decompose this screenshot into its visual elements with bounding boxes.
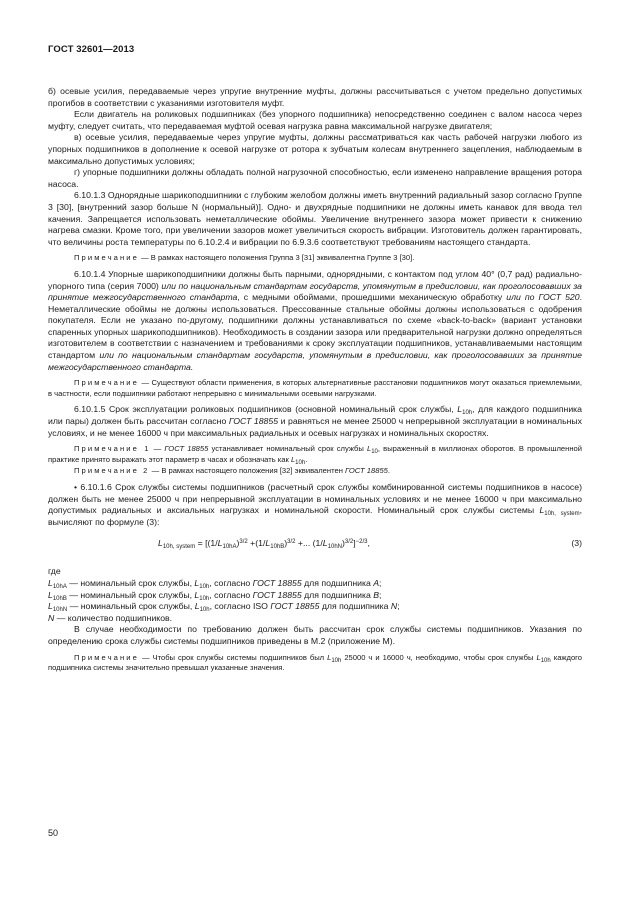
note-4: Примечание 2 — В рамках настоящего положения [32] эквивалентен ГОСТ 18855. — [74, 466, 391, 476]
note-label: Примечание — [74, 253, 139, 263]
paragraph-roller-bearings: Если двигатель на роликовых подшипниках (без упорного подшипника) непосредственно соединен с валом насоса через муфту, следует считать, что передаваемая муфтой осевая нагрузка равна максимальной нагрузке двигателя; — [48, 109, 582, 131]
legend-row-n: $L_{10hN}$ — номинальный срок службы, $L_{10h}$, согласно ISO ГОСТ 18855 для подшипника N; — [48, 601, 400, 614]
note-label: Примечание — [74, 652, 139, 662]
paragraph-b: б) осевые усилия, передаваемые через упругие внутренние муфты, должны рассчитываться с учетом предельно допустимых прогибов в соответствии с указаниями изготовителя муфт. — [48, 86, 582, 108]
paragraph-system-life: В случае необходимости по требованию должен быть рассчитан срок службы системы подшипников. Указания по определению срока службы системы подшипников приведены в М.2 (приложение М). — [48, 624, 582, 646]
note-label: Примечание 1 — [74, 444, 151, 454]
legend-row-b: $L_{10hB}$ — номинальный срок службы, $L_{10h}$, согласно ГОСТ 18855 для подшипника B; — [48, 589, 382, 602]
page-number: 50 — [48, 828, 59, 838]
where-label: где — [48, 566, 61, 577]
note-1: Примечание — В рамках настоящего положения Группа 3 [31] эквивалентна Группе 3 [30]. — [74, 253, 415, 263]
page-header: ГОСТ 32601—2013 — [48, 44, 135, 55]
formula-3 — [48, 534, 582, 556]
formula-number: (3) — [571, 538, 582, 549]
paragraph-v: в) осевые усилия, передаваемые через упругие муфты, должны рассматриваться как часть рабочей нагрузки любого из упорных подшипников в дополнение к осевой нагрузке от ротора к зубчатым колесам внутреннего зацепления, наблюдаемым в максимально допустимых условиях; — [48, 132, 582, 166]
legend-row-count: N — количество подшипников. — [48, 612, 173, 623]
paragraph-6-10-1-4: 6.10.1.4 Упорные шарикоподшипники должны быть парными, однорядными, с контактом под углом 40° (0,7 рад) радиально-упорного типа (серия 7000) или по национальным стандартам государств, упомянутым в предисловии, как проголосовавших за принятие межгосударственного стандарта, с медными обоймами, прошедшими механическую обработку или по ГОСТ 520. Неметаллические обоймы не должны использоваться. Прессованные стальные обоймы должны использоваться с одобрения покупателя. Если не указано по-другому, подшипники должны устанавливаться по схеме «back-to-back» (вариант установки спаренных упорных шарикоподшипников). Необходимость в создании зазора или предварительной нагрузки должно определяться изготовителем в соответствии с назначением и требованиями к сроку эксплуатации подшипников, устанавливаемыми настоящим стандартом или по национальным стандартам государств, упомянутым в предисловии, как проголосовавших за принятие межгосударственного стандарта. — [48, 268, 583, 372]
note-label: Примечание 2 — [74, 466, 150, 476]
paragraph-6-10-1-3: 6.10.1.3 Однорядные шарикоподшипники с глубоким желобом должны иметь внутренний радиальный зазор согласно Группе 3 [30], [внутренний зазор больше N (нормальный)]. Одно- и двухрядные подшипники не должны иметь канавок для ввода тел качения. Запрещается использовать неметаллические обоймы. Увеличение внутреннего зазора может привести к снижению нагрева смазки. Кроме того, при увеличении зазоров может увеличиться скорость вибрации. Изготовитель должен гарантировать, что величины роста температуры по 6.10.2.4 и вибрации по 6.9.3.6 соответствуют требованиям настоящего стандарта. — [48, 190, 582, 247]
formula-expression: $L_{10h, system} = [(1/L_{10hA})^{3/2} +(1/L_{10hB})^{3/2}$ +... $(1/L_{10hN})^{3/2}]^{-2/3}$, — [158, 538, 370, 551]
note-2: Примечание — Существуют области применения, в которых альтернативные расстановки подшипников могут оказаться приемлемыми, в частности, если подшипники работают непрерывно с минимальными осевыми нагрузками. — [48, 378, 582, 398]
note-label: Примечание — [74, 378, 139, 388]
paragraph-6-10-1-5: 6.10.1.5 Срок эксплуатации роликовых подшипников (основной номинальный срок службы, $L_{10h}$, для каждого подшипника или пары) должен быть рассчитан согласно ГОСТ 18855 и равняться не менее 25000 ч непрерывной эксплуатации в номинальных условиях, и не менее 16000 ч при максимальных радиальных и осевых нагрузках и номинальных скоростях. — [48, 404, 582, 438]
paragraph-g: г) упорные подшипники должны обладать полной нагрузочной способностью, если изменено направление вращения ротора насоса. — [48, 167, 582, 189]
legend-row-a: $L_{10hA}$ — номинальный срок службы, $L_{10h}$, согласно ГОСТ 18855 для подшипника A; — [48, 577, 382, 590]
paragraph-6-10-1-6: • 6.10.1.6 Срок службы системы подшипников (расчетный срок службы комбинированной системы подшипников в насосе) должен быть не менее 25000 ч при непрерывной эксплуатации в номинальных условиях и не менее 16000 ч при максимально допустимых радиальных и аксиальных нагрузках и номинальной скорости. Номинальный срок службы системы $L_{10h, system}$, вычисляют по формуле (3): — [48, 482, 583, 527]
document-page — [48, 44, 582, 679]
formula-legend — [48, 566, 582, 624]
note-3: Примечание 1 — ГОСТ 18855 устанавливает номинальный срок службы $L_{10}$, выраженный в миллионах оборотов. В промышленной практике принято выражать этот параметр в часах и обозначать как $L_{10h}$. — [48, 444, 582, 466]
note-5: Примечание — Чтобы срок службы системы подшипников был $L_{10h}$ 25000 ч и 16000 ч, необходимо, чтобы срок службы $L_{10h}$ каждого подшипника системы значительно превышал указанные значения. — [48, 652, 582, 673]
